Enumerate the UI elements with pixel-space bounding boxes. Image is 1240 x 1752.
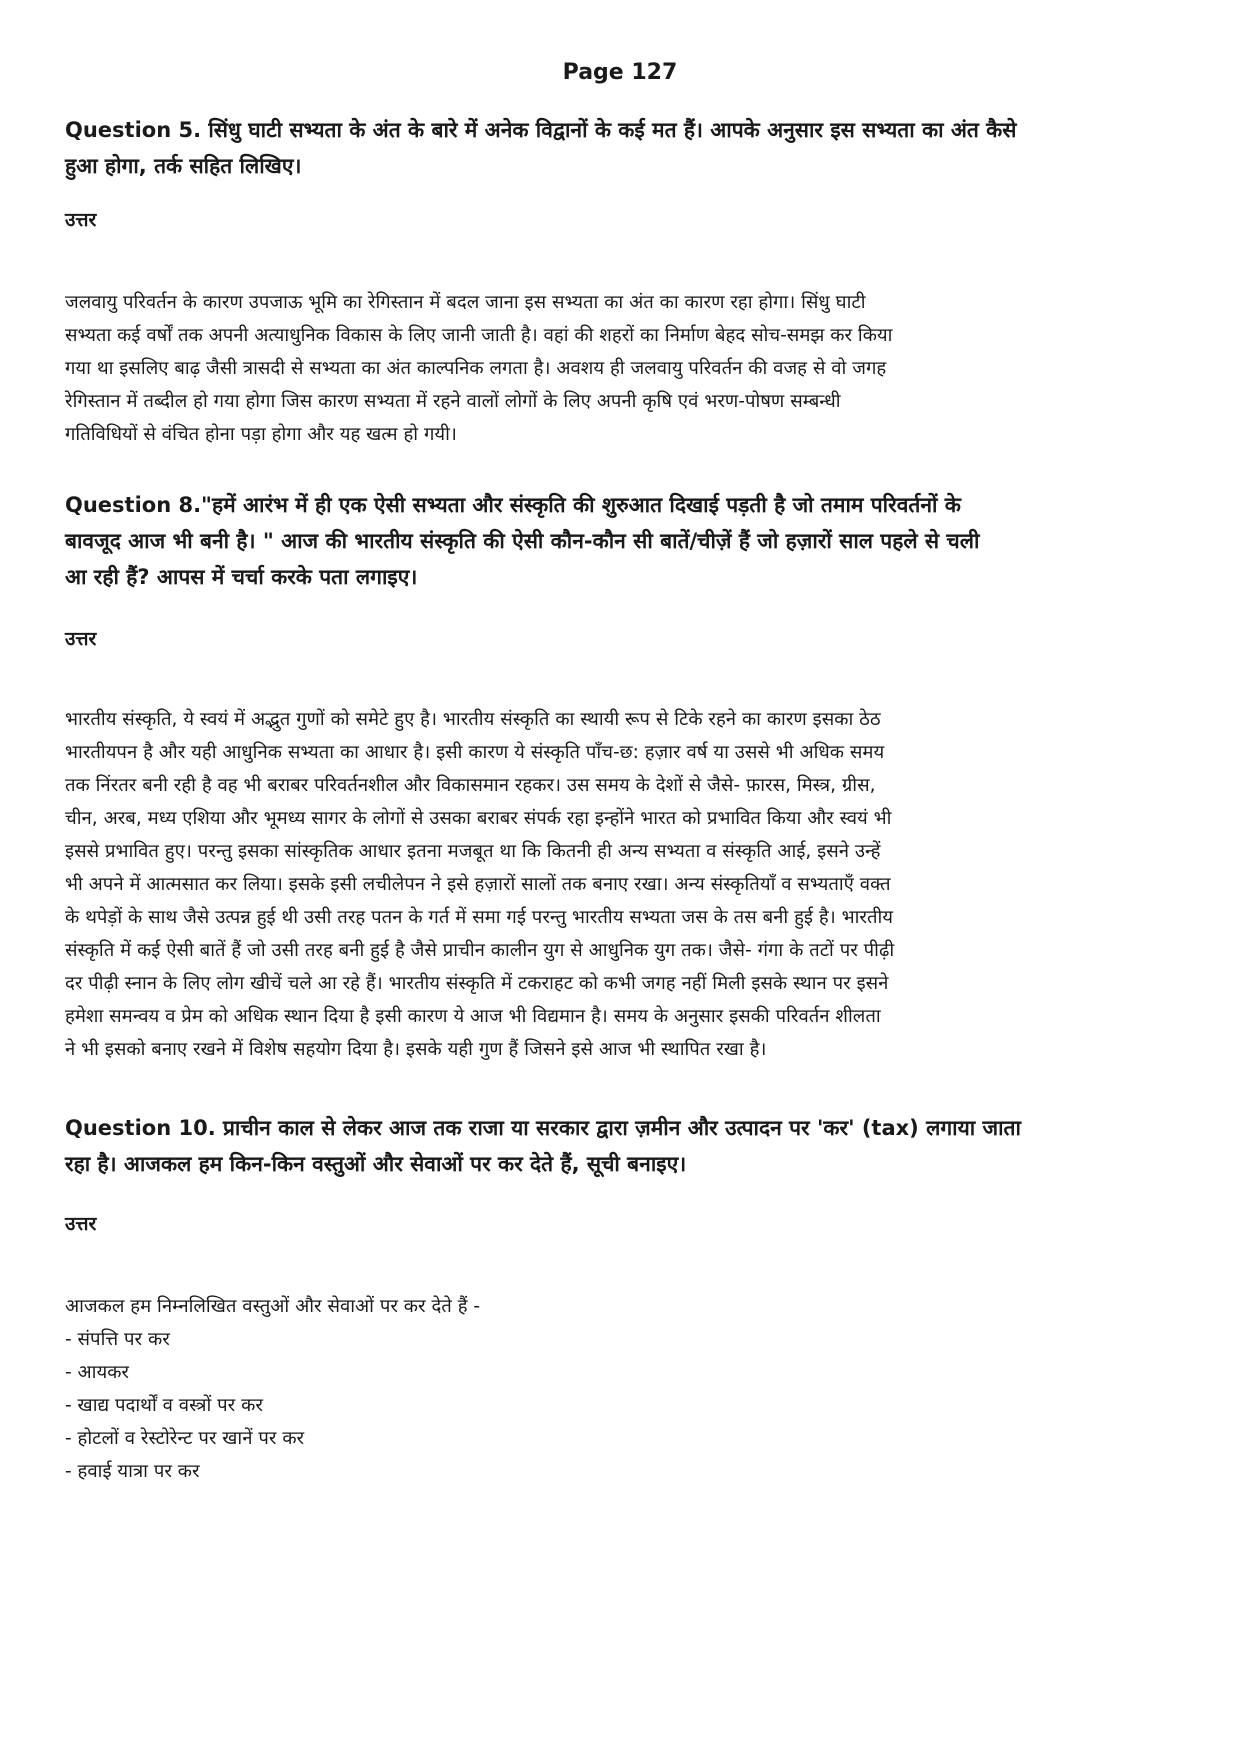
answer-5-text [65,286,1180,451]
question-line: Question 10. प्राचीन काल से लेकर आज तक राजा या सरकार द्वारा ज़मीन और उत्पादन पर 'कर' (tax) लगाया जाता [65,1116,1021,1140]
answer-line: भारतीयपन है और यही आधुनिक सभ्यता का आधार है। इसी कारण ये संस्कृति पाँच-छ: हज़ार वर्ष या उससे भी अधिक समय [65,742,885,763]
answer-line: जलवायु परिवर्तन के कारण उपजाऊ भूमि का रेगिस्तान में बदल जाना इस सभ्यता का अंत का कारण रहा होगा। सिंधु घाटी [65,292,866,313]
list-intro: आजकल हम निम्नलिखित वस्तुओं और सेवाओं पर कर देते हैं - [65,1296,481,1317]
page-title: Page 127 [562,60,678,85]
answer-label: उत्तर [65,628,97,650]
answer-line: चीन, अरब, मध्य एशिया और भूमध्य सागर के लोगों से उसका बराबर संपर्क रहा इन्होंने भारत को प्रभावित किया और स्वयं भी [65,808,892,829]
answer-line: भारतीय संस्कृति, ये स्वयं में अद्भुत गुणों को समेटे हुए है। भारतीय संस्कृति का स्थायी रूप से टिके रहने का कारण इसका ठेठ [65,709,881,730]
list-item: - खाद्य पदार्थों व वस्त्रों पर कर [65,1395,263,1416]
answer-line: सभ्यता कई वर्षों तक अपनी अत्याधुनिक विकास के लिए जानी जाती है। वहां की शहरों का निर्माण बेहद सोच-समझ कर किया [65,325,893,346]
answer-line: रेगिस्तान में तब्दील हो गया होगा जिस कारण सभ्यता में रहने वालों लोगों के लिए अपनी कृषि एवं भरण-पोषण सम्बन्धी [65,391,841,412]
question-5 [65,112,1180,184]
question-8 [65,487,1180,595]
answer-line: तक निंरतर बनी रही है वह भी बराबर परिवर्तनशील और विकासमान रहकर। उस समय के देशों से जैसे- फ़ारस, मिस्त्र, ग्रीस, [65,775,876,796]
question-line: Question 8."हमें आरंभ में ही एक ऐसी सभ्यता और संस्कृति की शुरुआत दिखाई पड़ती है जो तमाम परिवर्तनों के [65,493,961,517]
list-item: - संपत्ति पर कर [65,1329,170,1350]
answer-line: गतिविधियों से वंचित होना पड़ा होगा और यह खत्म हो गयी। [65,424,457,445]
answer-line: दर पीढ़ी स्नान के लिए लोग खीचें चले आ रहे हैं। भारतीय संस्कृति में टकराहट को कभी जगह नहीं मिली इसके स्थान पर इसने [65,973,889,994]
answer-line: हमेशा समन्वय व प्रेम को अधिक स्थान दिया है इसी कारण ये आज भी विद्यमान है। समय के अनुसार इसकी परिवर्तन शीलता [65,1006,881,1027]
answer-line: ने भी इसको बनाए रखने में विशेष सहयोग दिया है। इसके यही गुण हैं जिसने इसे आज भी स्थापित रखा है। [65,1039,767,1060]
answer-10-list [65,1290,1180,1488]
list-item: - हवाई यात्रा पर कर [65,1461,200,1482]
list-item: - होटलों व रेस्टोरेन्ट पर खानें पर कर [65,1428,305,1449]
question-10 [65,1110,1180,1182]
answer-line: इससे प्रभावित हुए। परन्तु इसका सांस्कृतिक आधार इतना मजबूत था कि कितनी ही अन्य सभ्यता व संस्कृति आई, इसने उन्हें [65,841,881,862]
question-line: Question 5. सिंधु घाटी सभ्यता के अंत के बारे में अनेक विद्वानों के कई मत हैं। आपके अनुसार इस सभ्यता का अंत कैसे [65,118,1017,142]
list-item: - आयकर [65,1362,129,1383]
answer-label: उत्तर [65,1213,97,1235]
answer-line: के थपेड़ों के साथ जैसे उत्पन्न हुई थी उसी तरह पतन के गर्त में समा गई परन्तु भारतीय सभ्यता जस के तस बनी हुई है। भारतीय [65,907,894,928]
answer-label: उत्तर [65,209,97,231]
question-line: हुआ होगा, तर्क सहित लिखिए। [65,154,302,178]
question-line: आ रही हैं? आपस में चर्चा करके पता लगाइए। [65,565,418,589]
answer-line: भी अपने में आत्मसात कर लिया। इसके इसी लचीलेपन ने इसे हज़ारों सालों तक बनाए रखा। अन्य संस्कृतियाँ व सभ्यताएँ वक्त [65,874,891,895]
answer-line: गया था इसलिए बाढ़ जैसी त्रासदी से सभ्यता का अंत काल्पनिक लगता है। अवशय ही जलवायु परिवर्तन की वजह से वो जगह [65,358,887,379]
answer-8-text [65,703,1180,1066]
question-line: बावजूद आज भी बनी है। " आज की भारतीय संस्कृति की ऐसी कौन-कौन सी बातें/चीज़ें हैं जो हज़ारों साल पहले से चली [65,529,980,553]
answer-line: संस्कृति में कई ऐसी बातें हैं जो उसी तरह बनी हुई है जैसे प्राचीन कालीन युग से आधुनिक युग तक। जैसे- गंगा के तटों पर पीढ़ी [65,940,895,961]
question-line: रहा है। आजकल हम किन-किन वस्तुओं और सेवाओं पर कर देते हैं, सूची बनाइए। [65,1152,687,1176]
